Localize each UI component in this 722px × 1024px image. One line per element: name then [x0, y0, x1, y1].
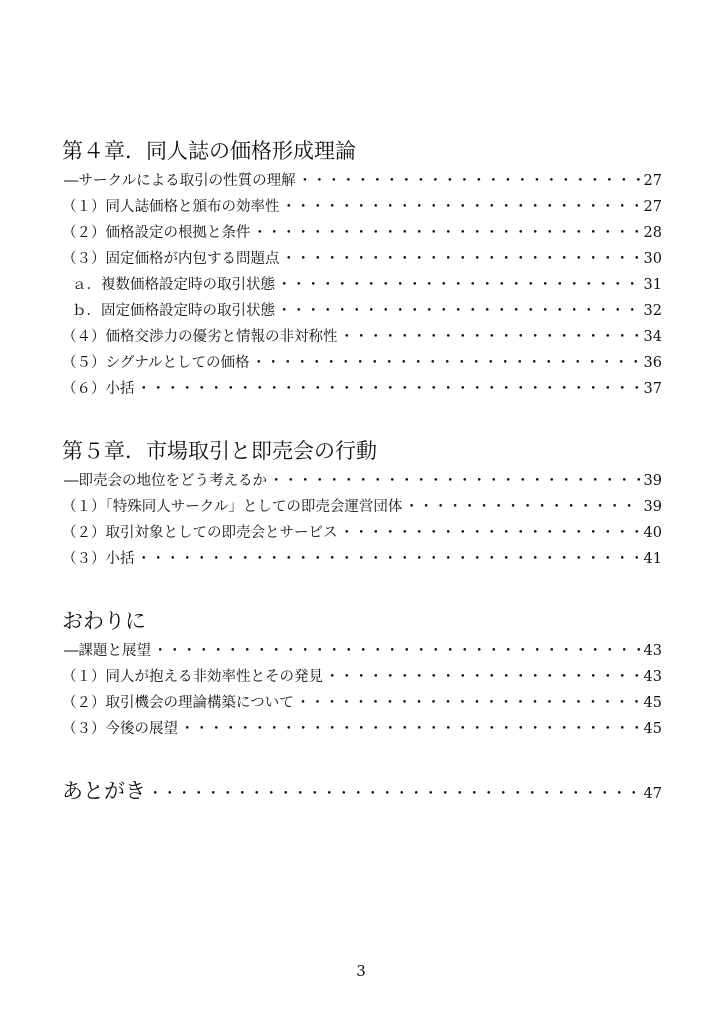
leader-dots [280, 194, 643, 220]
toc-entry[interactable] [62, 690, 662, 716]
toc-entry-label: （１）「特殊同人サークル」としての即売会運営団体 [62, 499, 403, 515]
toc-entry-page: 27 [643, 173, 662, 189]
leader-dots [338, 324, 643, 350]
toc-entry[interactable] [62, 716, 662, 742]
toc-entry-page: 45 [643, 695, 662, 711]
chapter-5-heading: 第５章．市場取引と即売会の行動 [62, 439, 377, 463]
toc-entry-label: （２）取引対象としての即売会とサービス [62, 525, 338, 541]
toc-entry-page: 30 [643, 251, 662, 267]
toc-entry[interactable] [62, 168, 662, 194]
toc-section-chapter-4 [62, 136, 662, 402]
leader-dots [178, 716, 642, 742]
afterword-label: あとがき [62, 779, 146, 803]
leader-dots [267, 468, 642, 494]
toc-section-conclusion [62, 606, 662, 742]
leader-dots [402, 494, 642, 520]
leader-dots [135, 376, 643, 402]
toc-entry[interactable] [62, 468, 662, 494]
toc-entry-label: （２）価格設定の根拠と条件 [62, 225, 251, 241]
toc-section-chapter-5 [62, 436, 662, 572]
toc-entry-page: 34 [643, 329, 662, 345]
leader-dots [296, 168, 642, 194]
leader-dots [338, 520, 643, 546]
toc-entry[interactable] [62, 194, 662, 220]
toc-entry[interactable] [62, 298, 662, 324]
toc-entry-label: ―サークルによる取引の性質の理解 [64, 173, 296, 189]
toc-entry-page: 28 [643, 225, 662, 241]
toc-entry-label: （３）固定価格が内包する問題点 [62, 251, 280, 267]
toc-entry-label: ―即売会の地位をどう考えるか [64, 473, 267, 489]
toc-entry-label: ａ．複数価格設定時の取引状態 [72, 277, 275, 293]
toc-entry-label: （１）同人が抱える非効率性とその発見 [62, 669, 323, 685]
toc-entry-label: （１）同人誌価格と頒布の効率性 [62, 199, 280, 215]
toc-entry-page: 37 [643, 381, 662, 397]
toc-entry-page: 27 [643, 199, 662, 215]
toc-entry-page: 43 [643, 643, 662, 659]
leader-dots [146, 779, 644, 809]
toc-entry-page: 45 [643, 721, 662, 737]
toc-entry[interactable] [62, 220, 662, 246]
section-spacer [62, 572, 662, 606]
toc-entry[interactable] [62, 324, 662, 350]
toc-entry-page: 43 [643, 669, 662, 685]
toc-entry-page: 39 [643, 473, 662, 489]
toc-entry[interactable] [62, 376, 662, 402]
table-of-contents [62, 136, 662, 806]
toc-entry-label: （５）シグナルとしての価格 [62, 355, 250, 371]
toc-entry-label: （２）取引機会の理論構築について [62, 695, 294, 711]
leader-dots [249, 350, 642, 376]
toc-entry[interactable] [62, 638, 662, 664]
toc-entry[interactable] [62, 246, 662, 272]
toc-entry-label: （６）小括 [62, 381, 135, 397]
toc-entry[interactable] [62, 272, 662, 298]
toc-entry[interactable] [62, 520, 662, 546]
page-number: 3 [356, 962, 366, 980]
toc-entry[interactable] [62, 664, 662, 690]
leader-dots [135, 546, 643, 572]
toc-entry-page: 39 [643, 499, 662, 515]
section-spacer [62, 402, 662, 436]
toc-entry[interactable] [62, 494, 662, 520]
toc-entry-page: 40 [643, 525, 662, 541]
leader-dots [294, 690, 642, 716]
leader-dots [275, 272, 642, 298]
leader-dots [151, 638, 642, 664]
toc-entry-page: 31 [643, 277, 662, 293]
chapter-4-heading: 第４章．同人誌の価格形成理論 [62, 139, 356, 163]
toc-entry[interactable] [62, 350, 662, 376]
leader-dots [323, 664, 642, 690]
toc-entry-label: （３）今後の展望 [62, 721, 178, 737]
toc-entry[interactable] [62, 546, 662, 572]
leader-dots [275, 298, 642, 324]
toc-entry-page: 32 [643, 303, 662, 319]
toc-entry-afterword[interactable] [62, 776, 662, 806]
conclusion-heading: おわりに [62, 609, 146, 633]
leader-dots [251, 220, 643, 246]
leader-dots [280, 246, 643, 272]
section-spacer [62, 742, 662, 776]
toc-entry-label: （３）小括 [62, 551, 135, 567]
afterword-page: 47 [643, 786, 662, 802]
toc-entry-page: 41 [643, 551, 662, 567]
toc-entry-label: （４）価格交渉力の優劣と情報の非対称性 [62, 329, 338, 345]
toc-entry-label: ｂ．固定価格設定時の取引状態 [72, 303, 275, 319]
toc-entry-label: ―課題と展望 [64, 643, 151, 659]
toc-entry-page: 36 [643, 355, 662, 371]
